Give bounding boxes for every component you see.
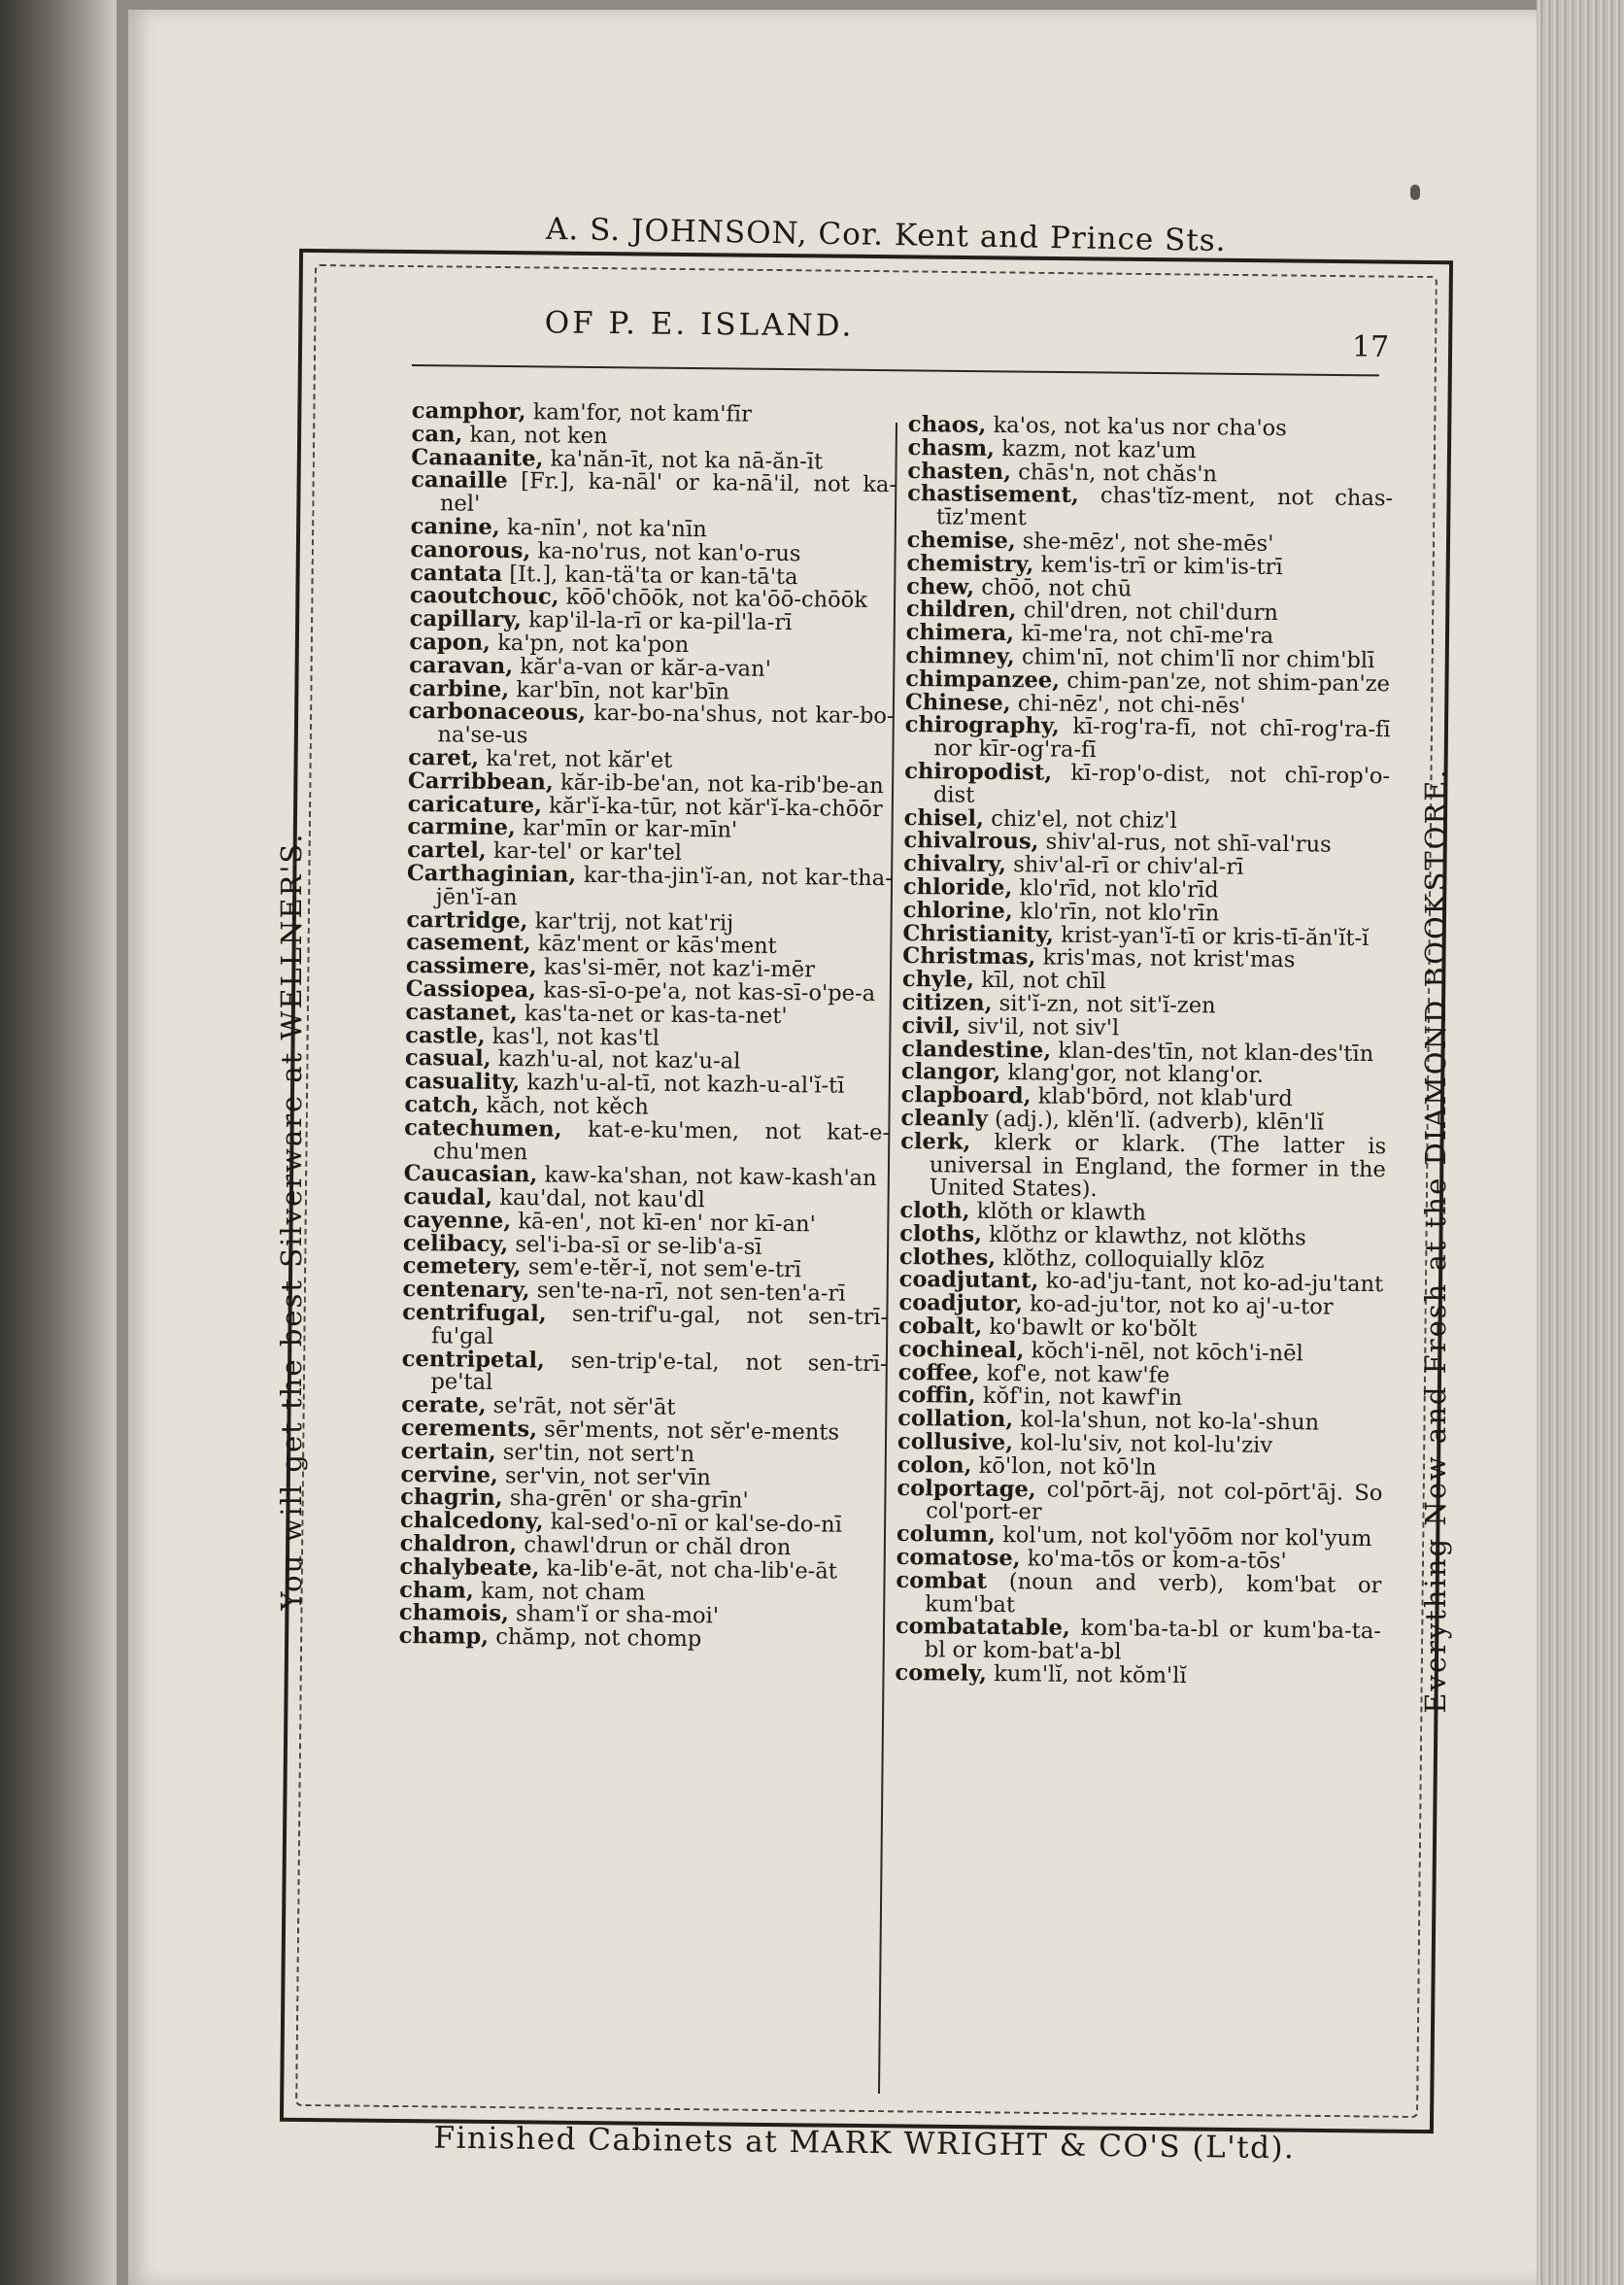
dictionary-entry (897, 1475, 1383, 1529)
pronunciation: ko'ma-tōs or kom-a-tōs' (1027, 1546, 1287, 1575)
pronunciation: kap'il-la-rī or ka-pil'la-rī (528, 607, 793, 636)
pronunciation: sen'te-na-rī, not sen-ten'a-rī (536, 1278, 846, 1308)
pronunciation: kas'ta-net or kas-ta-net' (524, 1000, 788, 1029)
headword: Carthaginian, (406, 860, 577, 888)
pronunciation: kem'is-trī or kim'is-trī (1040, 552, 1283, 580)
headword: cloth, (899, 1198, 970, 1224)
book-spine-shadow (0, 0, 117, 2285)
headword: Chinese, (904, 689, 1011, 716)
headword: chisel, (903, 804, 985, 832)
headword: collation, (897, 1406, 1014, 1433)
pronunciation: kăr-ib-be'an, not ka-rib'be-an (559, 769, 884, 799)
dictionary-entry (402, 1302, 888, 1353)
left-margin-advertisement: You will get the best Silverware at WELLNER'S. (275, 832, 308, 1611)
headword: celibacy, (402, 1230, 509, 1257)
pronunciation: shiv'al-rī or chiv'al-rī (1013, 852, 1244, 880)
footer-advertisement: Finished Cabinets at MARK WRIGHT & CO'S (L'td). (433, 2120, 1296, 2166)
headword: comely, (895, 1659, 988, 1687)
pronunciation: ser'vin, not ser'vīn (504, 1462, 711, 1490)
headword: combat (896, 1567, 988, 1594)
pronunciation: (noun and verb), kom'bat or kum'bat (925, 1568, 1382, 1618)
pronunciation: she-mēz', not she-mēs' (1022, 529, 1274, 557)
headword: certain, (400, 1438, 496, 1465)
headword: cassimere, (405, 953, 537, 980)
headword: champ, (398, 1623, 490, 1651)
pronunciation: kăch, not kěch (486, 1092, 650, 1120)
left-column (399, 400, 897, 1654)
headword: caricature, (407, 791, 543, 818)
headword: chaos, (907, 412, 987, 438)
pronunciation: kī-rog'ra-fī, not chī-rog'ra-fī nor kīr-og'ra-fī (933, 714, 1391, 764)
pronunciation: sen-trif'u-gal, not sen-trī-fu'gal (430, 1301, 889, 1349)
pronunciation: kar-tel' or kar'tel (492, 838, 683, 867)
headword: clandestine, (901, 1036, 1052, 1064)
headword: chimpanzee, (905, 665, 1061, 694)
pronunciation: klŏthz or klawthz, not klŏths (989, 1221, 1306, 1251)
headword: clapboard, (900, 1082, 1032, 1109)
pronunciation: klan-des'tīn, not klan-des'tīn (1058, 1038, 1374, 1067)
pronunciation: chōō, not chū (981, 574, 1133, 601)
headword: chivalrous, (903, 828, 1039, 855)
dictionary-entry (406, 860, 894, 914)
pronunciation: kan, not ken (469, 422, 608, 449)
headword: chloride, (902, 873, 1013, 902)
pronunciation: kī-rop'o-dist, not chī-rop'o-dist (932, 760, 1391, 808)
pronunciation: kazh'u-al, not kaz'u-al (497, 1046, 741, 1074)
pronunciation: sham'ĭ or sha-moi' (515, 1601, 720, 1629)
headword: canine, (410, 513, 500, 540)
dictionary-entry (401, 1348, 887, 1400)
pronunciation: kal-sed'o-nī or kal'se-do-nī (550, 1509, 843, 1538)
pronunciation: sēr'ments, not sĕr'e-ments (544, 1416, 840, 1446)
headword: centrifugal, (402, 1300, 547, 1327)
headword: cemetery, (402, 1253, 522, 1280)
dictionary-entry (907, 483, 1393, 534)
pronunciation: kar-tha-jin'ĭ-an, not kar-tha-jēn'ĭ-an (435, 862, 894, 910)
headword: camphor, (411, 398, 526, 426)
dictionary-entry (399, 1625, 885, 1654)
headword: cerements, (400, 1415, 538, 1443)
pronunciation: kof'e, not kaw'fe (986, 1360, 1170, 1388)
headword: cloths, (899, 1220, 983, 1247)
pronunciation: sel'i-ba-sī or se-lib'a-sī (515, 1231, 762, 1260)
headword: chlorine, (902, 897, 1013, 924)
headword: castle, (405, 1022, 486, 1049)
headword: chyle, (901, 967, 975, 993)
pronunciation: sha-grēn' or sha-grīn' (509, 1485, 749, 1515)
headword: chimney, (905, 642, 1015, 670)
headword: catechumen, (404, 1114, 562, 1142)
pronunciation: klo'rīd, not klo'rīd (1019, 875, 1219, 904)
headword: chaldron, (399, 1530, 518, 1558)
dictionary-entry (895, 1659, 1380, 1690)
pronunciation: klab'bōrd, not klab'urd (1037, 1083, 1293, 1112)
headword: chasm, (907, 434, 996, 461)
pronunciation: [It.], kan-tä'ta or kan-tā'ta (509, 561, 798, 590)
headword: chalcedony, (399, 1508, 544, 1535)
headword: caravan, (409, 652, 514, 679)
pronunciation: kō'lon, not kō'ln (978, 1452, 1157, 1481)
dictionary-entry (896, 1567, 1382, 1621)
ink-spot (1410, 185, 1420, 200)
headword: chirography, (904, 712, 1060, 740)
pronunciation: ka'os, not ka'us nor cha'os (993, 412, 1287, 442)
pronunciation: kōō'chōōk, not ka'ōō-chōōk (565, 585, 868, 614)
headword: cobalt, (898, 1313, 983, 1340)
pronunciation: chās'n, not chăs'n (1018, 459, 1218, 487)
pronunciation: kol-la'shun, not ko-la'-shun (1020, 1407, 1320, 1436)
headword: clangor, (900, 1059, 1001, 1086)
headword: centenary, (402, 1277, 530, 1304)
headword: coadjutant, (898, 1267, 1039, 1294)
headword: carmine, (407, 814, 516, 841)
headword: caoutchouc, (409, 583, 559, 610)
headword: chastisement, (907, 481, 1079, 509)
pronunciation: kăr'ĭ-ka-tūr, not kăr'ĭ-ka-chōōr (548, 793, 883, 822)
pronunciation: kī-me'ra, not chī-me'ra (1021, 621, 1274, 650)
headword: catch, (404, 1091, 480, 1118)
right-column (895, 414, 1394, 1690)
headword: Christianity, (902, 920, 1055, 948)
pronunciation: chas'tĭz-ment, not chas-tīz'ment (935, 483, 1394, 531)
pronunciation: ka-lib'e-āt, not cha-lib'e-āt (546, 1555, 838, 1585)
pronunciation: sem'e-tĕr-ĭ, not sem'e-trī (527, 1254, 802, 1283)
headword: casuality, (404, 1069, 521, 1096)
pronunciation: ko-ad-ju'tor, not ko aj'-u-tor (1029, 1291, 1334, 1320)
pronunciation: kŏch'i-nēl, not kōch'i-nēl (1031, 1338, 1303, 1367)
headword: column, (896, 1521, 997, 1549)
headword: chasten, (907, 458, 1012, 485)
pronunciation: chil'dren, not chil'durn (1023, 597, 1279, 627)
dictionary-entry (896, 1616, 1381, 1667)
pronunciation: kat-e-ku'men, not kat-e-chu'men (432, 1116, 891, 1165)
pronunciation: kam, not cham (480, 1578, 646, 1606)
pronunciation: kăr'a-van or kăr-a-van' (520, 653, 771, 682)
headword: casual, (404, 1045, 491, 1073)
pronunciation: (adj.), klĕn'lĭ. (adverb), klēn'lĭ (994, 1106, 1325, 1136)
pronunciation: sit'ĭ-zn, not sit'ĭ-zen (998, 990, 1216, 1019)
headword: coadjutor, (898, 1290, 1024, 1317)
pronunciation: klo'rīn, not klo'rīn (1019, 898, 1220, 927)
pronunciation: siv'il, not siv'l (966, 1013, 1120, 1041)
pronunciation: chim'nī, not chim'lī nor chim'blī (1021, 644, 1375, 674)
pronunciation: kol-lu'siv, not kol-lu'ziv (1020, 1430, 1273, 1459)
pronunciation: kas'l, not kas'tl (491, 1023, 660, 1051)
headword: coffin, (897, 1382, 976, 1410)
pronunciation: ka-no'rus, not kan'o-rus (537, 538, 801, 566)
headword: canorous, (410, 536, 531, 564)
dictionary-entry (404, 1114, 891, 1169)
headword: chivalry, (903, 851, 1007, 878)
headword: cartel, (407, 837, 487, 864)
pronunciation: chi-nēz', not chi-nēs' (1017, 690, 1246, 719)
pronunciation: klŏthz, colloquially klōz (1002, 1245, 1265, 1274)
headword: collusive, (897, 1429, 1014, 1456)
pronunciation: kāz'ment or kās'ment (537, 931, 777, 960)
headword: chalybeate, (399, 1553, 540, 1582)
headword: casement, (406, 930, 531, 957)
page-number: 17 (1352, 330, 1390, 364)
headword: cartridge, (406, 906, 528, 934)
pronunciation: [Fr.], ka-nāl' or ka-nā'il, not ka-nel' (439, 468, 897, 517)
right-margin-advertisement: Everything New and Fresh at the DIAMOND BOOKSTORE. (1419, 767, 1452, 1714)
page-edges (1537, 0, 1624, 2285)
pronunciation: ka'năn-īt, not ka nā-ăn-īt (550, 446, 824, 475)
headword: colportage, (897, 1475, 1036, 1503)
pronunciation: kas-sī-o-pe'a, not kas-sī-o'pe-a (543, 977, 876, 1006)
headword: Christmas, (902, 943, 1036, 971)
headword: castanet, (405, 999, 518, 1026)
headword: cayenne, (403, 1207, 512, 1235)
headword: caudal, (403, 1184, 493, 1211)
headword: chamois, (398, 1600, 510, 1627)
pronunciation: chămp, not chomp (495, 1624, 702, 1653)
pronunciation: kau'dal, not kau'dl (499, 1185, 705, 1213)
pronunciation: kum'lĭ, not kŏm'lĭ (994, 1661, 1187, 1689)
headword: children, (905, 597, 1017, 624)
headword: capon, (409, 629, 491, 656)
headword: capillary, (409, 606, 523, 633)
headword: cham, (399, 1577, 474, 1604)
pronunciation: kar'mīn or kar-mīn' (522, 815, 738, 843)
pronunciation: ser'tin, not sert'n (502, 1439, 695, 1467)
pronunciation: kam'for, not kam'fīr (532, 399, 752, 427)
headword: Cassiopea, (405, 975, 537, 1004)
pronunciation: ka-nīn', not ka'nīn (506, 515, 707, 543)
headword: cervine, (400, 1461, 498, 1488)
headword: chimera, (905, 620, 1015, 647)
pronunciation: kar-bo-na'shus, not kar-bo-na'se-us (437, 700, 895, 749)
running-head: OF P. E. ISLAND. (544, 305, 855, 344)
pronunciation: kīl, not chīl (981, 967, 1106, 995)
pronunciation: kar'bīn, not kar'bīn (516, 676, 730, 705)
headword: civil, (901, 1012, 962, 1040)
headword: colon, (897, 1451, 972, 1479)
dictionary-entry (411, 469, 897, 521)
headword: chiropodist, (904, 758, 1053, 786)
pronunciation: kazm, not kaz'um (1001, 435, 1197, 463)
pronunciation: klŏth or klawth (976, 1198, 1147, 1226)
pronunciation: kris'mas, not krist'mas (1042, 944, 1296, 973)
pronunciation: chim-pan'ze, not shim-pan'ze (1066, 667, 1391, 697)
headword: can, (411, 421, 463, 448)
headword: centripetal, (401, 1346, 545, 1374)
headword: cantata (410, 560, 503, 587)
pronunciation: ko-ad'ju-tant, not ko-ad-ju'tant (1045, 1269, 1384, 1298)
headword: canaille (411, 467, 508, 495)
headword: chew, (906, 573, 975, 600)
dictionary-entry (904, 758, 1391, 812)
headword: caret, (408, 744, 480, 771)
pronunciation: se'rāt, not sĕr'āt (492, 1393, 676, 1421)
header-advertisement: A. S. JOHNSON, Cor. Kent and Prince Sts. (545, 211, 1227, 259)
dictionary-entry (904, 714, 1390, 766)
pronunciation: ka'pn, not ka'pon (497, 630, 690, 658)
pronunciation: kazh'u-al-tī, not kazh-u-al'ĭ-tī (526, 1070, 845, 1099)
pronunciation: kaw-ka'shan, not kaw-kash'an (544, 1162, 877, 1192)
pronunciation: ko'bawlt or ko'bŏlt (989, 1314, 1198, 1343)
pronunciation: sen-trip'e-tal, not sen-trī-pe'tal (430, 1347, 888, 1396)
headword: carbonaceous, (408, 699, 587, 727)
headword: combatatable, (895, 1614, 1071, 1642)
pronunciation: kas'si-mēr, not kaz'i-mēr (543, 954, 816, 983)
headword: Caucasian, (403, 1161, 538, 1188)
pronunciation: kar'trij, not kat'rij (534, 907, 734, 937)
headword: chemise, (906, 527, 1016, 555)
pronunciation: ka'ret, not kăr'et (486, 745, 673, 773)
pronunciation: kol'um, not kol'yōōm nor kol'yum (1002, 1522, 1372, 1552)
headword: citizen, (901, 989, 993, 1016)
headword: chemistry, (906, 550, 1034, 578)
pronunciation: kom'ba-ta-bl or kum'ba-ta-bl or kom-bat'a-bl (924, 1616, 1382, 1665)
pronunciation: kā-en', not kī-en' nor kī-an' (518, 1209, 816, 1238)
headword: chagrin, (400, 1484, 503, 1512)
headword: Canaanite, (411, 444, 544, 472)
pronunciation: klerk or klark. (The latter is universal in England, the former in the United States). (929, 1129, 1387, 1203)
headword: carbine, (408, 675, 510, 702)
headword: cochineal, (897, 1336, 1025, 1364)
pronunciation: krist-yan'ĭ-tī or kris-tī-ăn'ĭt-ĭ (1061, 922, 1370, 951)
headword: clothes, (898, 1244, 997, 1271)
pronunciation: col'pōrt-āj, not col-pōrt'āj. So col'port-er (926, 1477, 1383, 1525)
headword: cleanly (900, 1105, 989, 1132)
headword: comatose, (896, 1544, 1021, 1572)
headword: clerk, (900, 1128, 971, 1155)
headword: coffee, (897, 1359, 980, 1386)
pronunciation: klang'gor, not klang'or. (1007, 1060, 1265, 1089)
pronunciation: chiz'el, not chiz'l (991, 805, 1177, 834)
pronunciation: shiv'al-rus, not shī-val'rus (1045, 829, 1332, 858)
pronunciation: chawl'drun or chăl dron (524, 1532, 792, 1561)
dictionary-entry (408, 700, 894, 752)
headword: Carribbean, (407, 767, 554, 796)
pronunciation: kŏf'in, not kawf'in (982, 1383, 1183, 1412)
dictionary-entry (900, 1128, 1387, 1206)
headword: cerate, (401, 1392, 487, 1419)
